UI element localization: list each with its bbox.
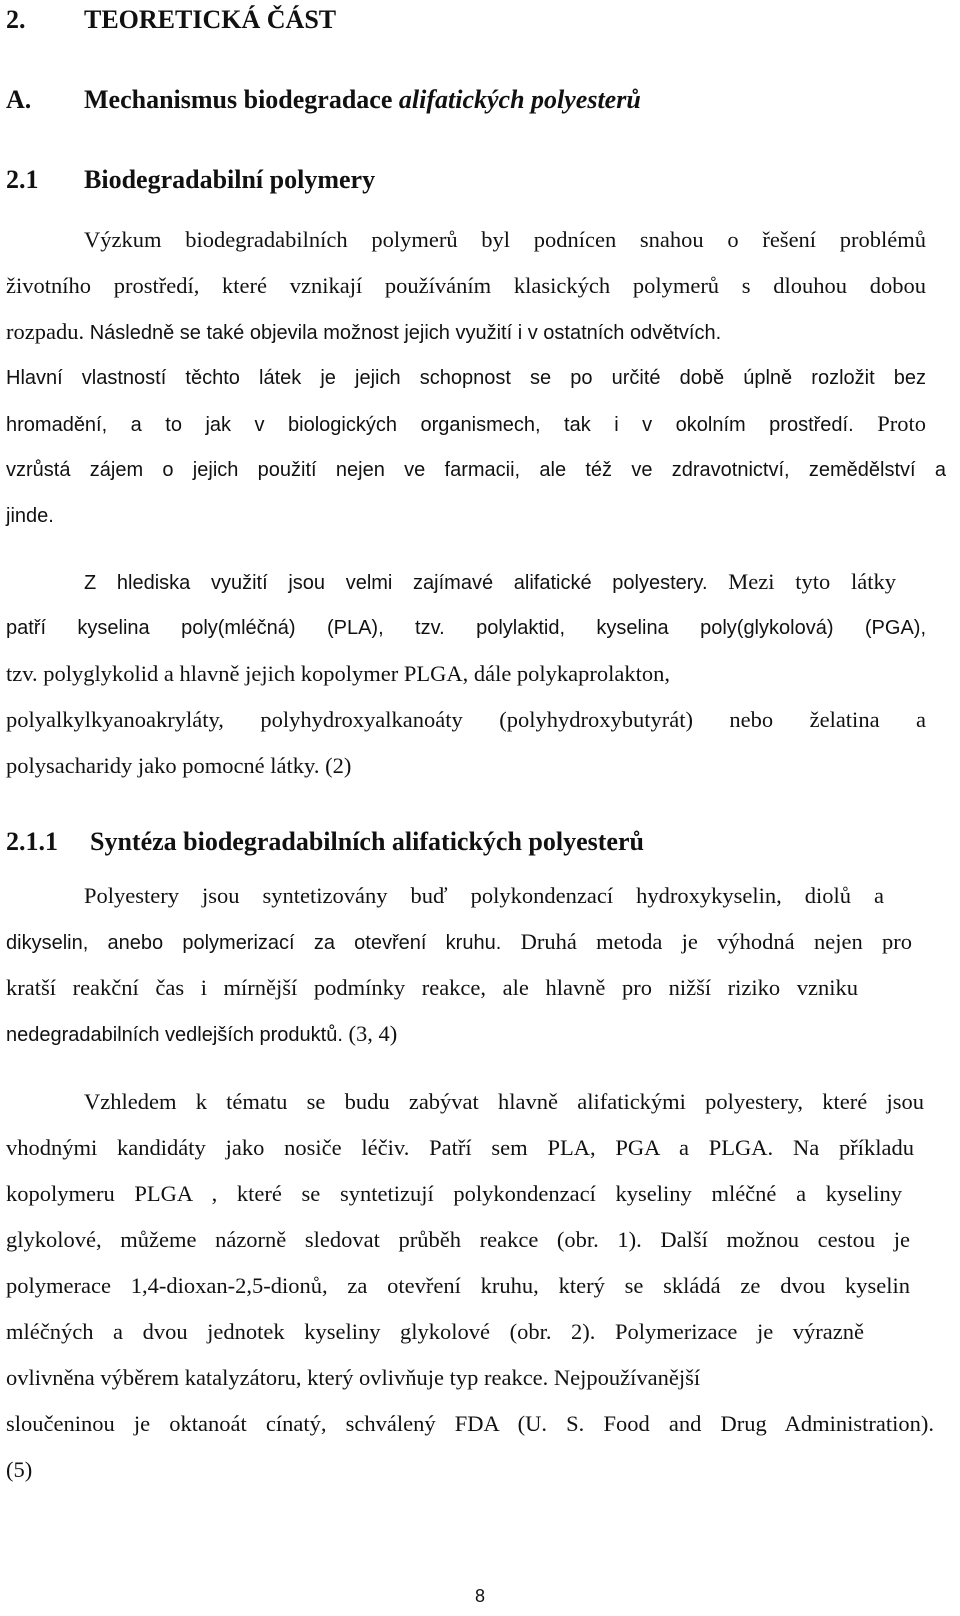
para3-line2-sans: dikyselin, anebo polymerizací za otevření kruhu. bbox=[6, 932, 502, 954]
para4-line3: kopolymeru PLGA , které se syntetizují polykondenzací kyseliny mléčné a kyseliny bbox=[6, 1181, 902, 1206]
para4-line1: Vzhledem k tématu se budu zabývat hlavně alifatickými polyestery, které jsou bbox=[84, 1089, 924, 1114]
para2-line1-serif: Mezi tyto látky bbox=[707, 569, 896, 594]
chapter-heading bbox=[6, 4, 336, 36]
para2-line1-sans: Z hlediska využití jsou velmi zajímavé alifatické polyestery. bbox=[84, 572, 708, 594]
subsection-number: 2.1.1 bbox=[6, 827, 58, 856]
para2-line3: tzv. polyglykolid a hlavně jejich kopolymer PLGA, dále polykaprolakton, bbox=[6, 661, 671, 686]
para4-line8: sloučeninou je oktanoát cínatý, schválený FDA (U. S. Food and Drug Administration). bbox=[6, 1411, 934, 1436]
para3-line4-serif: (3, 4) bbox=[342, 1021, 398, 1046]
para3-line2-serif: Druhá metoda je výhodná nejen pro bbox=[501, 929, 912, 954]
para4-line4: glykolové, můžeme názorně sledovat průběh reakce (obr. 1). Další možnou cestou je bbox=[6, 1227, 910, 1252]
para3-line3: kratší reakční čas i mírnější podmínky reakce, ale hlavně pro nižší riziko vzniku bbox=[6, 975, 858, 1000]
para2-line2: patří kyselina poly(mléčná) (PLA), tzv. polylaktid, kyselina poly(glykolová) (PGA), bbox=[6, 617, 926, 639]
para2-line4: polyalkylkyanoakryláty, polyhydroxyalkanoáty (polyhydroxybutyrát) nebo želatina a bbox=[6, 707, 926, 732]
chapter-title: TEORETICKÁ ČÁST bbox=[84, 5, 337, 34]
section-heading bbox=[6, 164, 375, 196]
section-number: 2.1 bbox=[6, 165, 39, 194]
para1-line5-serif: Proto bbox=[853, 411, 926, 436]
para3-line4 bbox=[6, 1020, 397, 1049]
para4-line6: mléčných a dvou jednotek kyseliny glykolové (obr. 2). Polymerizace je výrazně bbox=[6, 1319, 864, 1344]
para3-line1: Polyestery jsou syntetizovány buď polykondenzací hydroxykyselin, diolů a bbox=[84, 883, 884, 908]
para3-line2 bbox=[6, 928, 912, 957]
para1-line3-serif: rozpadu. bbox=[6, 319, 90, 344]
para1-line6: vzrůstá zájem o jejich použití nejen ve farmacii, ale též ve zdravotnictví, zemědělství a bbox=[6, 459, 946, 481]
part-title-italic: alifatických polyesterů bbox=[398, 85, 641, 114]
subsection-heading bbox=[6, 826, 644, 858]
para4-line2: vhodnými kandidáty jako nosiče léčiv. Patří sem PLA, PGA a PLGA. Na příkladu bbox=[6, 1135, 914, 1160]
part-title: Mechanismus biodegradace bbox=[84, 85, 399, 114]
para4-line7: ovlivněna výběrem katalyzátoru, který ovlivňuje typ reakce. Nejpoužívanější bbox=[6, 1365, 701, 1390]
para1-line7: jinde. bbox=[6, 505, 54, 527]
para3-line4-sans: nedegradabilních vedlejších produktů. bbox=[6, 1024, 343, 1046]
para4-line5: polymerace 1,4-dioxan-2,5-dionů, za otevření kruhu, který se skládá ze dvou kyselin bbox=[6, 1273, 910, 1298]
section-title: Biodegradabilní polymery bbox=[84, 165, 376, 194]
part-letter: A. bbox=[6, 85, 32, 114]
subsection-title: Syntéza biodegradabilních alifatických polyesterů bbox=[90, 827, 644, 856]
para1-line1: Výzkum biodegradabilních polymerů byl podnícen snahou o řešení problémů bbox=[84, 227, 926, 252]
chapter-number: 2. bbox=[6, 5, 26, 34]
para1-line5-sans: hromadění, a to jak v biologických organismech, tak i v okolním prostředí. bbox=[6, 414, 854, 436]
para1-line3-sans: Následně se také objevila možnost jejich využití i v ostatních odvětvích. bbox=[89, 322, 722, 344]
para1-line4: Hlavní vlastností těchto látek je jejich schopnost se po určité době úplně rozložit bez bbox=[6, 367, 926, 389]
para1-line3 bbox=[6, 318, 721, 347]
page-number: 8 bbox=[474, 1586, 485, 1606]
para2-line5: polysacharidy jako pomocné látky. (2) bbox=[6, 753, 352, 778]
para1-line5 bbox=[6, 410, 926, 439]
para2-line1 bbox=[84, 568, 896, 597]
para1-line2: životního prostředí, které vznikají používáním klasických polymerů s dlouhou dobou bbox=[6, 273, 926, 298]
part-heading bbox=[6, 84, 641, 116]
para4-line9: (5) bbox=[6, 1457, 33, 1482]
